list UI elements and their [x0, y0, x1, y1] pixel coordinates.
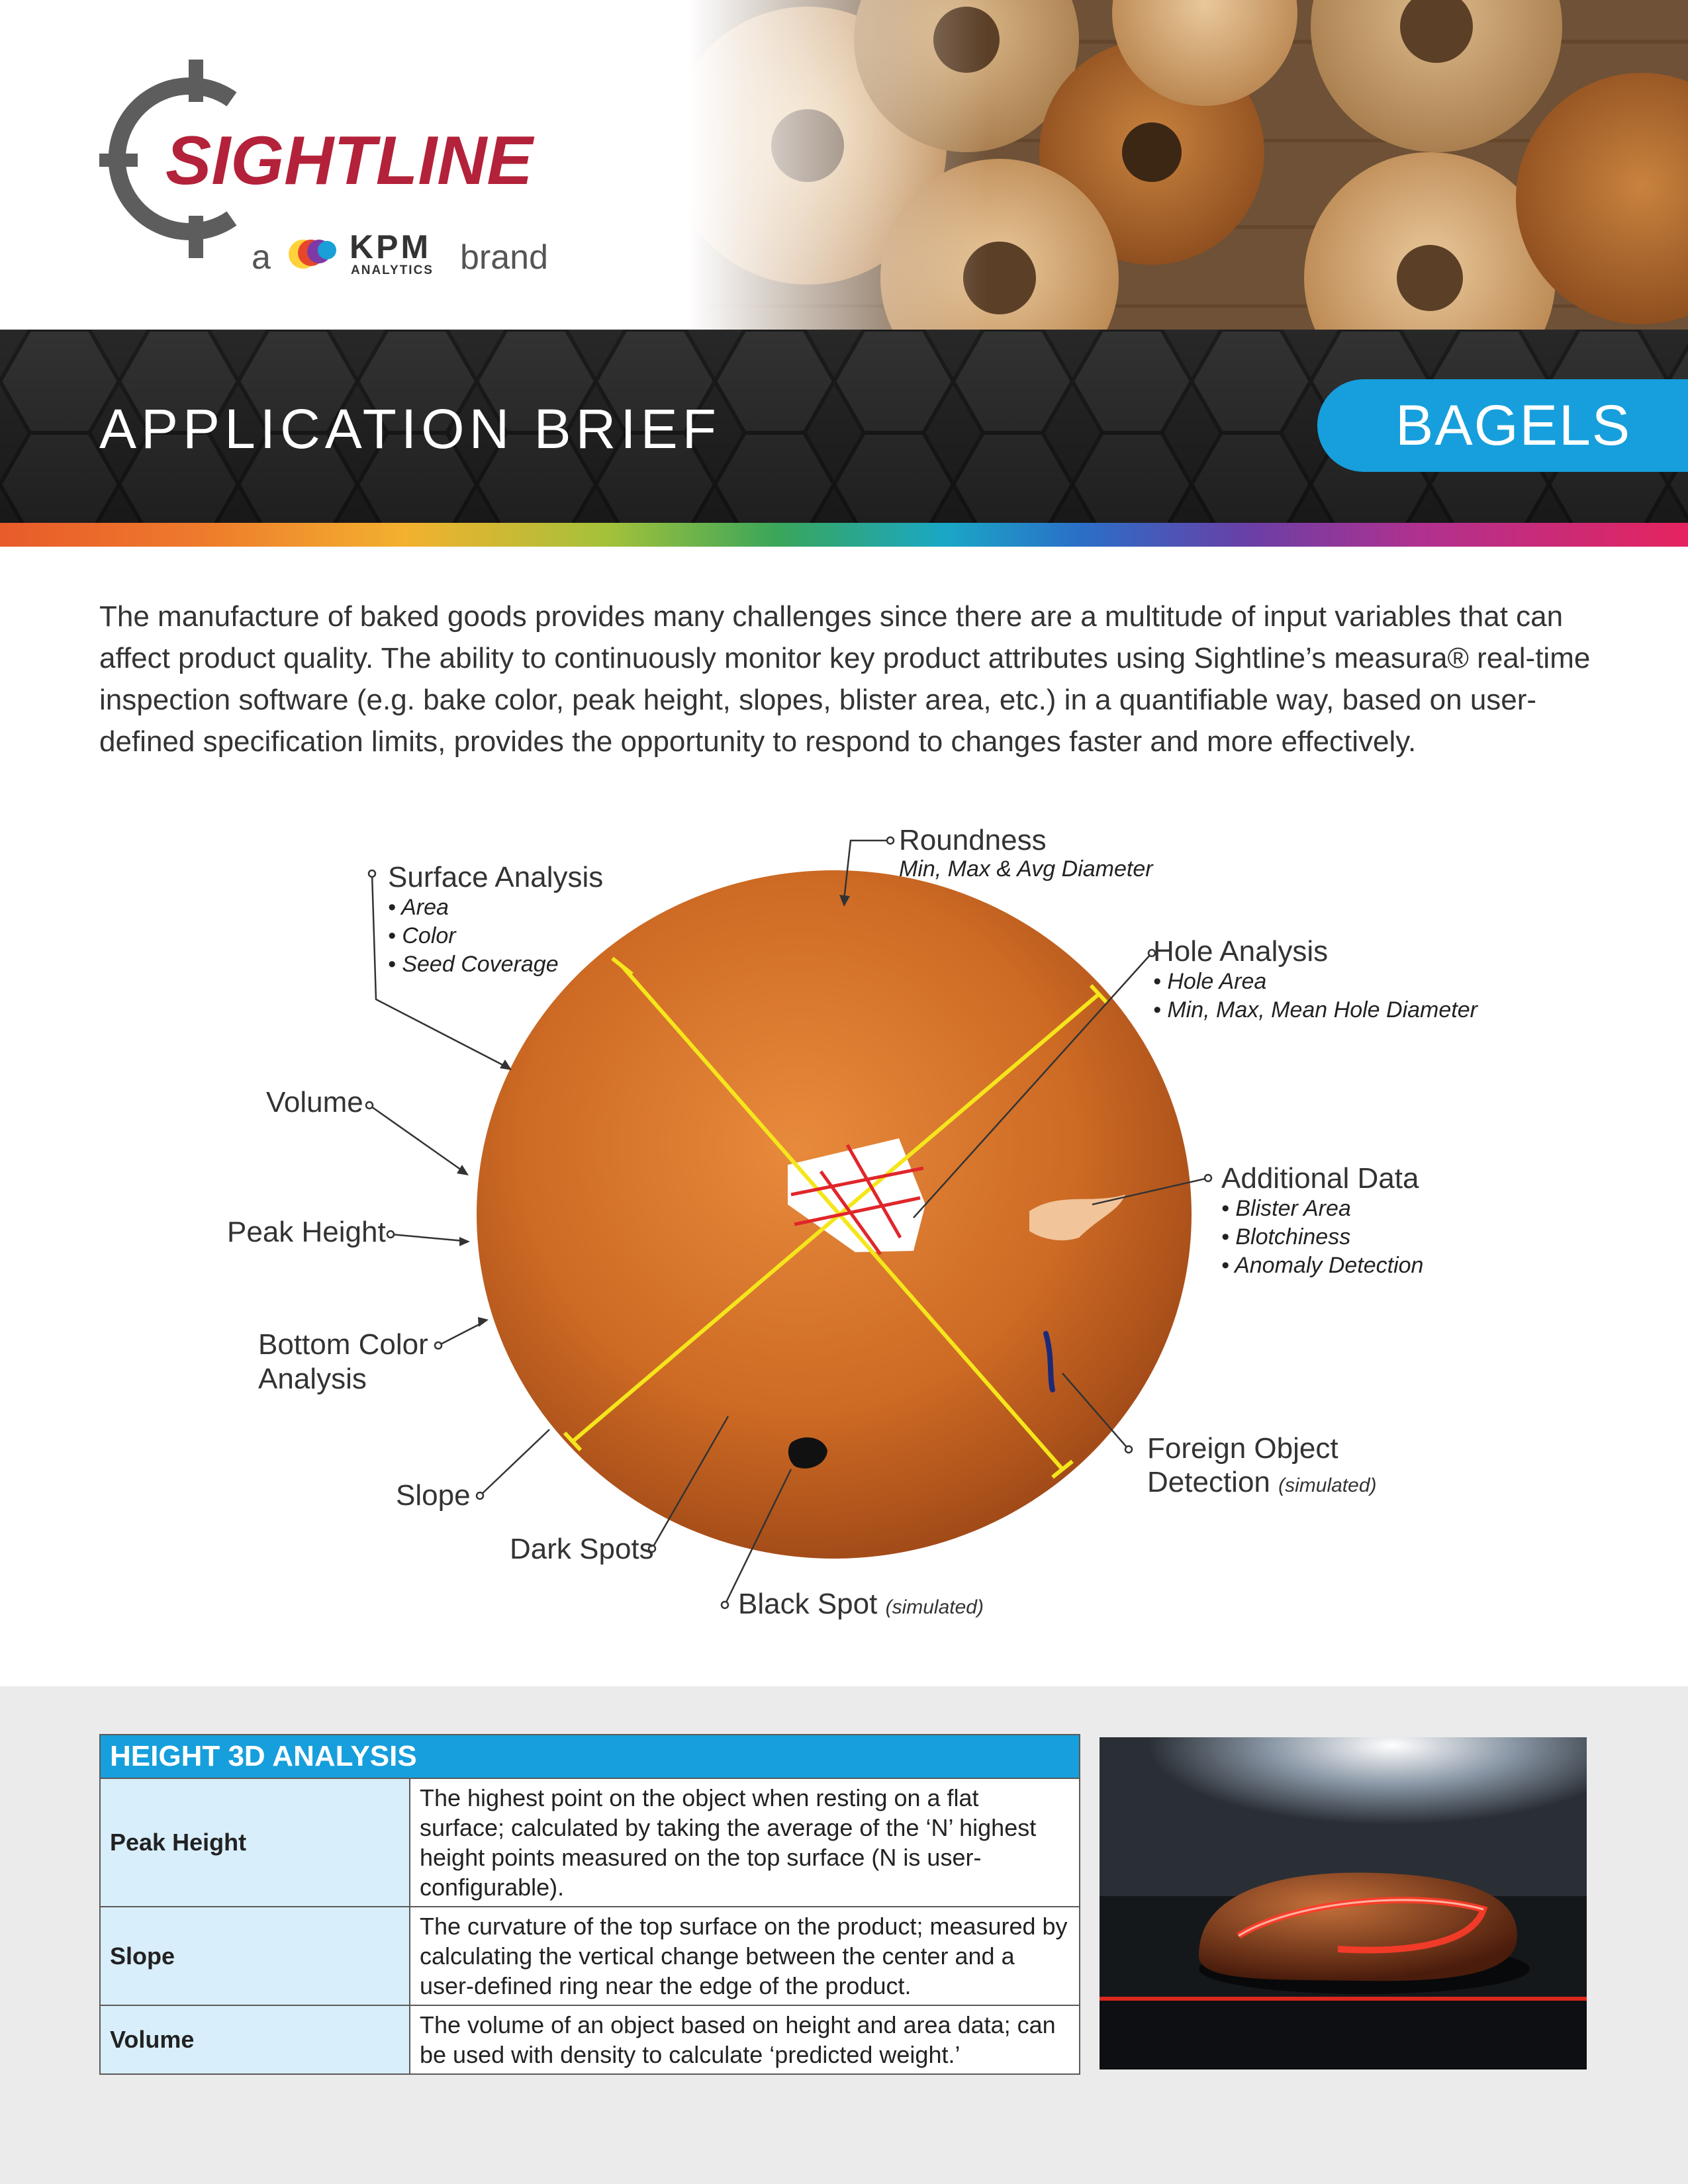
- peak-height-label: Peak Height: [227, 1216, 386, 1248]
- sightline-wordmark: SIGHTLINE: [165, 122, 533, 199]
- foreign-object-simulated-note: (simulated): [1278, 1475, 1377, 1496]
- roundness-detail: Min, Max & Avg Diameter: [899, 856, 1153, 882]
- term-slope: Slope: [100, 1907, 410, 2005]
- definition-peak-height: The highest point on the object when resting on a flat surface; calculated by taking the average of the ‘N’ highest height points measured on the top surface (N is user-configurable).: [410, 1778, 1080, 1907]
- black-spot-label: [738, 1587, 984, 1625]
- term-peak-height: Peak Height: [100, 1778, 410, 1907]
- 3d-scan-photo: [1100, 1737, 1587, 2070]
- bagel-diagram: [0, 781, 1688, 1668]
- additional-item-blister: • Blister Area: [1221, 1196, 1351, 1221]
- intro-text: The manufacture of baked goods provides many challenges since there are a multitude of input variables that can affect product quality. The ability to continuously monitor key product attributes using Sightline’s measura® real-time inspection software (e.g. bake color, peak height, slopes, blister area, etc.) in a quantifiable way, based on user-defined specification limits, provides the opportunity to respond to changes faster and more effectively.: [99, 600, 1591, 758]
- bagels-photo: [688, 0, 1688, 330]
- dark-spots-label: Dark Spots: [510, 1533, 654, 1565]
- bottom-color-label-line2: Analysis: [258, 1363, 367, 1395]
- term-volume: Volume: [100, 2005, 410, 2074]
- table-row: [100, 2005, 1080, 2074]
- foreign-object-detection-text: Detection: [1147, 1466, 1270, 1498]
- black-spot-text: Black Spot: [738, 1588, 878, 1620]
- sightline-logo: [93, 60, 569, 278]
- roundness-label: Roundness: [899, 824, 1047, 856]
- foreign-object-label-line1: Foreign Object: [1147, 1432, 1338, 1465]
- slope-label: Slope: [396, 1479, 471, 1512]
- hole-item-diameter: • Min, Max, Mean Hole Diameter: [1153, 997, 1477, 1023]
- foreign-object-label-line2: [1147, 1465, 1377, 1503]
- kpm-subtitle: ANALYTICS: [351, 263, 434, 277]
- kpm-swirl-icon: [289, 240, 336, 269]
- table-header-row: [100, 1735, 1080, 1778]
- additional-data-label: Additional Data: [1221, 1162, 1419, 1195]
- rainbow-divider: [0, 523, 1688, 547]
- surface-item-area: • Area: [388, 895, 449, 920]
- definition-slope: The curvature of the top surface on the product; measured by calculating the vertical change between the center and a user-defined ring near the edge of the product.: [410, 1907, 1080, 2005]
- surface-item-seed-coverage: • Seed Coverage: [388, 952, 559, 977]
- hole-item-area: • Hole Area: [1153, 969, 1267, 994]
- table-row: [100, 1907, 1080, 2005]
- application-brief-title: APPLICATION BRIEF: [99, 398, 721, 460]
- table-row: [100, 1778, 1080, 1907]
- additional-item-blotchiness: • Blotchiness: [1221, 1224, 1351, 1250]
- surface-analysis-label: Surface Analysis: [388, 861, 604, 893]
- logo-tagline-suffix: brand: [460, 238, 548, 277]
- hole-analysis-label: Hole Analysis: [1153, 935, 1329, 968]
- additional-item-anomaly: • Anomaly Detection: [1221, 1253, 1424, 1278]
- definition-volume: The volume of an object based on height and area data; can be used with density to calculate ‘predicted weight.’: [410, 2005, 1080, 2074]
- product-tag-label: BAGELS: [1395, 394, 1632, 457]
- volume-label: Volume: [266, 1086, 363, 1118]
- table-heading: HEIGHT 3D ANALYSIS: [100, 1735, 1080, 1778]
- height-3d-analysis-table: [99, 1734, 1080, 2075]
- intro-paragraph: [99, 596, 1602, 762]
- black-spot-simulated-note: (simulated): [885, 1596, 984, 1618]
- kpm-wordmark: KPM: [350, 228, 432, 265]
- bottom-color-label-line1: Bottom Color: [258, 1328, 428, 1361]
- surface-item-color: • Color: [388, 923, 456, 948]
- logo-tagline-prefix: a: [252, 238, 271, 277]
